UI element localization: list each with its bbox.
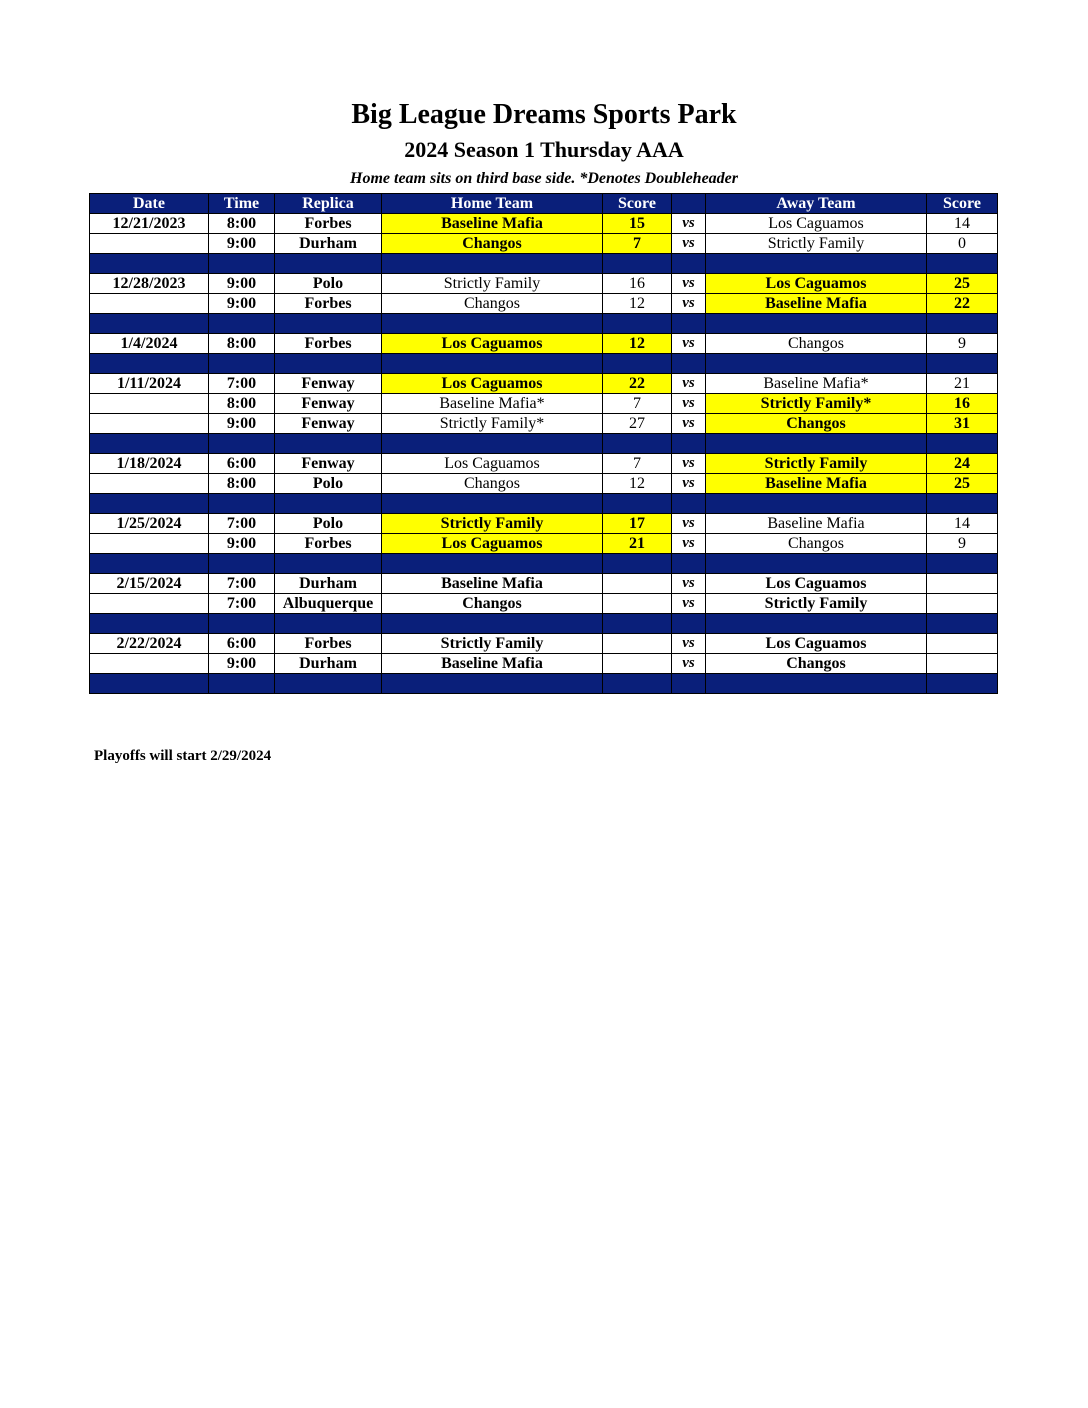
table-row <box>90 374 998 394</box>
home-score-cell: 22 <box>603 374 672 394</box>
home-team-cell: Changos <box>382 594 603 614</box>
separator-cell <box>672 314 706 334</box>
separator-cell <box>672 354 706 374</box>
vs-cell: vs <box>672 454 706 474</box>
table-row <box>90 274 998 294</box>
time-cell: 9:00 <box>209 534 275 554</box>
replica-cell: Durham <box>275 574 382 594</box>
separator-cell <box>672 554 706 574</box>
away-team-cell: Baseline Mafia* <box>706 374 927 394</box>
vs-cell: vs <box>672 414 706 434</box>
home-team-cell: Baseline Mafia <box>382 654 603 674</box>
home-team-cell: Baseline Mafia <box>382 214 603 234</box>
separator-cell <box>209 494 275 514</box>
separator-cell <box>90 554 209 574</box>
separator-cell <box>209 354 275 374</box>
replica-cell: Forbes <box>275 634 382 654</box>
away-score-cell: 9 <box>927 534 998 554</box>
separator-cell <box>603 254 672 274</box>
date-cell <box>90 394 209 414</box>
replica-cell: Polo <box>275 514 382 534</box>
home-score-cell <box>603 594 672 614</box>
home-score-cell <box>603 654 672 674</box>
time-cell: 8:00 <box>209 394 275 414</box>
vs-cell: vs <box>672 654 706 674</box>
date-cell <box>90 594 209 614</box>
vs-cell: vs <box>672 634 706 654</box>
replica-cell: Fenway <box>275 454 382 474</box>
separator-cell <box>382 614 603 634</box>
separator-cell <box>603 354 672 374</box>
home-team-cell: Strictly Family <box>382 634 603 654</box>
vs-cell: vs <box>672 334 706 354</box>
home-score-cell: 16 <box>603 274 672 294</box>
away-score-cell: 9 <box>927 334 998 354</box>
separator-cell <box>209 254 275 274</box>
separator-cell <box>90 494 209 514</box>
separator-cell <box>275 674 382 694</box>
home-team-cell: Changos <box>382 234 603 254</box>
table-row <box>90 594 998 614</box>
separator-cell <box>275 554 382 574</box>
separator-cell <box>927 614 998 634</box>
away-score-cell: 31 <box>927 414 998 434</box>
home-score-cell: 27 <box>603 414 672 434</box>
home-score-cell: 12 <box>603 474 672 494</box>
table-row <box>90 534 998 554</box>
date-cell: 1/11/2024 <box>90 374 209 394</box>
table-row <box>90 454 998 474</box>
replica-cell: Durham <box>275 234 382 254</box>
vs-cell: vs <box>672 514 706 534</box>
separator-cell <box>706 434 927 454</box>
date-cell: 1/18/2024 <box>90 454 209 474</box>
header-replica: Replica <box>275 194 382 214</box>
separator-row <box>90 354 998 374</box>
separator-cell <box>382 354 603 374</box>
separator-cell <box>603 554 672 574</box>
vs-cell: vs <box>672 274 706 294</box>
table-row <box>90 234 998 254</box>
away-score-cell <box>927 574 998 594</box>
away-score-cell: 25 <box>927 474 998 494</box>
time-cell: 8:00 <box>209 214 275 234</box>
date-cell <box>90 414 209 434</box>
page-title: Big League Dreams Sports Park <box>351 99 737 130</box>
home-team-cell: Strictly Family <box>382 274 603 294</box>
separator-cell <box>382 674 603 694</box>
table-row <box>90 634 998 654</box>
separator-cell <box>672 614 706 634</box>
separator-cell <box>209 314 275 334</box>
home-score-cell: 7 <box>603 234 672 254</box>
separator-cell <box>672 674 706 694</box>
time-cell: 7:00 <box>209 594 275 614</box>
time-cell: 6:00 <box>209 634 275 654</box>
separator-cell <box>90 674 209 694</box>
separator-cell <box>927 494 998 514</box>
table-header-row <box>90 194 998 214</box>
away-team-cell: Changos <box>706 534 927 554</box>
table-row <box>90 654 998 674</box>
separator-cell <box>209 674 275 694</box>
separator-row <box>90 674 998 694</box>
separator-cell <box>90 254 209 274</box>
separator-cell <box>672 434 706 454</box>
table-row <box>90 574 998 594</box>
separator-row <box>90 254 998 274</box>
date-cell: 2/22/2024 <box>90 634 209 654</box>
home-team-cell: Los Caguamos <box>382 534 603 554</box>
date-cell <box>90 234 209 254</box>
separator-cell <box>706 314 927 334</box>
replica-cell: Forbes <box>275 294 382 314</box>
separator-cell <box>927 554 998 574</box>
vs-cell: vs <box>672 474 706 494</box>
away-team-cell: Changos <box>706 414 927 434</box>
separator-cell <box>706 554 927 574</box>
vs-cell: vs <box>672 214 706 234</box>
home-team-cell: Baseline Mafia <box>382 574 603 594</box>
separator-cell <box>90 354 209 374</box>
page-subtitle: 2024 Season 1 Thursday AAA <box>404 137 684 162</box>
replica-cell: Polo <box>275 474 382 494</box>
vs-cell: vs <box>672 294 706 314</box>
header-vs <box>672 194 706 214</box>
date-cell <box>90 294 209 314</box>
home-score-cell: 15 <box>603 214 672 234</box>
away-team-cell: Changos <box>706 334 927 354</box>
away-team-cell: Los Caguamos <box>706 274 927 294</box>
away-team-cell: Los Caguamos <box>706 574 927 594</box>
separator-cell <box>275 354 382 374</box>
schedule-table <box>89 193 998 694</box>
separator-cell <box>927 674 998 694</box>
home-score-cell: 21 <box>603 534 672 554</box>
vs-cell: vs <box>672 394 706 414</box>
time-cell: 7:00 <box>209 374 275 394</box>
replica-cell: Fenway <box>275 374 382 394</box>
separator-cell <box>382 314 603 334</box>
separator-row <box>90 314 998 334</box>
replica-cell: Fenway <box>275 394 382 414</box>
away-team-cell: Strictly Family <box>706 594 927 614</box>
header-time: Time <box>209 194 275 214</box>
separator-cell <box>672 254 706 274</box>
time-cell: 9:00 <box>209 234 275 254</box>
time-cell: 7:00 <box>209 514 275 534</box>
separator-cell <box>706 494 927 514</box>
separator-cell <box>275 314 382 334</box>
separator-row <box>90 554 998 574</box>
home-score-cell: 17 <box>603 514 672 534</box>
home-score-cell <box>603 634 672 654</box>
home-team-cell: Strictly Family <box>382 514 603 534</box>
playoffs-note: Playoffs will start 2/29/2024 <box>94 748 272 764</box>
vs-cell: vs <box>672 234 706 254</box>
table-row <box>90 294 998 314</box>
separator-cell <box>90 434 209 454</box>
separator-cell <box>382 494 603 514</box>
separator-cell <box>90 314 209 334</box>
home-team-cell: Los Caguamos <box>382 374 603 394</box>
date-cell: 1/4/2024 <box>90 334 209 354</box>
separator-cell <box>706 354 927 374</box>
time-cell: 9:00 <box>209 274 275 294</box>
replica-cell: Forbes <box>275 534 382 554</box>
home-score-cell <box>603 574 672 594</box>
home-team-cell: Strictly Family* <box>382 414 603 434</box>
away-team-cell: Strictly Family <box>706 454 927 474</box>
away-team-cell: Los Caguamos <box>706 634 927 654</box>
away-score-cell: 24 <box>927 454 998 474</box>
separator-cell <box>603 614 672 634</box>
separator-cell <box>382 434 603 454</box>
away-team-cell: Strictly Family <box>706 234 927 254</box>
replica-cell: Albuquerque <box>275 594 382 614</box>
away-team-cell: Strictly Family* <box>706 394 927 414</box>
separator-cell <box>275 494 382 514</box>
separator-row <box>90 494 998 514</box>
time-cell: 7:00 <box>209 574 275 594</box>
separator-cell <box>927 434 998 454</box>
away-score-cell: 21 <box>927 374 998 394</box>
home-team-cell: Changos <box>382 474 603 494</box>
table-row <box>90 474 998 494</box>
time-cell: 6:00 <box>209 454 275 474</box>
table-row <box>90 394 998 414</box>
home-score-cell: 7 <box>603 394 672 414</box>
time-cell: 9:00 <box>209 654 275 674</box>
vs-cell: vs <box>672 574 706 594</box>
separator-cell <box>603 494 672 514</box>
home-team-cell: Los Caguamos <box>382 454 603 474</box>
separator-cell <box>275 254 382 274</box>
away-team-cell: Baseline Mafia <box>706 474 927 494</box>
vs-cell: vs <box>672 594 706 614</box>
header-date: Date <box>90 194 209 214</box>
table-row <box>90 414 998 434</box>
replica-cell: Durham <box>275 654 382 674</box>
header-away-score: Score <box>927 194 998 214</box>
date-cell: 12/21/2023 <box>90 214 209 234</box>
separator-cell <box>603 674 672 694</box>
date-cell <box>90 474 209 494</box>
date-cell: 12/28/2023 <box>90 274 209 294</box>
separator-cell <box>209 554 275 574</box>
date-cell <box>90 654 209 674</box>
separator-row <box>90 434 998 454</box>
away-score-cell <box>927 654 998 674</box>
home-score-cell: 12 <box>603 334 672 354</box>
separator-cell <box>706 674 927 694</box>
separator-cell <box>706 614 927 634</box>
separator-cell <box>927 314 998 334</box>
separator-cell <box>382 254 603 274</box>
table-row <box>90 514 998 534</box>
replica-cell: Forbes <box>275 334 382 354</box>
away-score-cell: 0 <box>927 234 998 254</box>
away-score-cell <box>927 594 998 614</box>
separator-cell <box>90 614 209 634</box>
separator-cell <box>382 554 603 574</box>
time-cell: 9:00 <box>209 294 275 314</box>
separator-cell <box>706 254 927 274</box>
header-home-score: Score <box>603 194 672 214</box>
away-score-cell: 25 <box>927 274 998 294</box>
home-team-cell: Los Caguamos <box>382 334 603 354</box>
replica-cell: Forbes <box>275 214 382 234</box>
away-team-cell: Baseline Mafia <box>706 514 927 534</box>
date-cell: 2/15/2024 <box>90 574 209 594</box>
time-cell: 8:00 <box>209 474 275 494</box>
home-score-cell: 12 <box>603 294 672 314</box>
separator-cell <box>275 434 382 454</box>
table-row <box>90 334 998 354</box>
away-score-cell: 22 <box>927 294 998 314</box>
separator-cell <box>209 434 275 454</box>
time-cell: 9:00 <box>209 414 275 434</box>
separator-cell <box>672 494 706 514</box>
away-score-cell: 14 <box>927 514 998 534</box>
separator-cell <box>603 314 672 334</box>
away-team-cell: Changos <box>706 654 927 674</box>
home-score-cell: 7 <box>603 454 672 474</box>
doubleheader-note: Home team sits on third base side. *Denotes Doubleheader <box>350 170 738 187</box>
away-score-cell: 14 <box>927 214 998 234</box>
home-team-cell: Changos <box>382 294 603 314</box>
header-away-team: Away Team <box>706 194 927 214</box>
home-team-cell: Baseline Mafia* <box>382 394 603 414</box>
separator-cell <box>927 254 998 274</box>
time-cell: 8:00 <box>209 334 275 354</box>
separator-cell <box>927 354 998 374</box>
date-cell <box>90 534 209 554</box>
away-score-cell <box>927 634 998 654</box>
away-team-cell: Los Caguamos <box>706 214 927 234</box>
header-home-team: Home Team <box>382 194 603 214</box>
vs-cell: vs <box>672 374 706 394</box>
schedule-body <box>90 214 998 694</box>
table-row <box>90 214 998 234</box>
replica-cell: Polo <box>275 274 382 294</box>
separator-cell <box>603 434 672 454</box>
vs-cell: vs <box>672 534 706 554</box>
separator-cell <box>275 614 382 634</box>
replica-cell: Fenway <box>275 414 382 434</box>
away-score-cell: 16 <box>927 394 998 414</box>
date-cell: 1/25/2024 <box>90 514 209 534</box>
away-team-cell: Baseline Mafia <box>706 294 927 314</box>
separator-cell <box>209 614 275 634</box>
separator-row <box>90 614 998 634</box>
